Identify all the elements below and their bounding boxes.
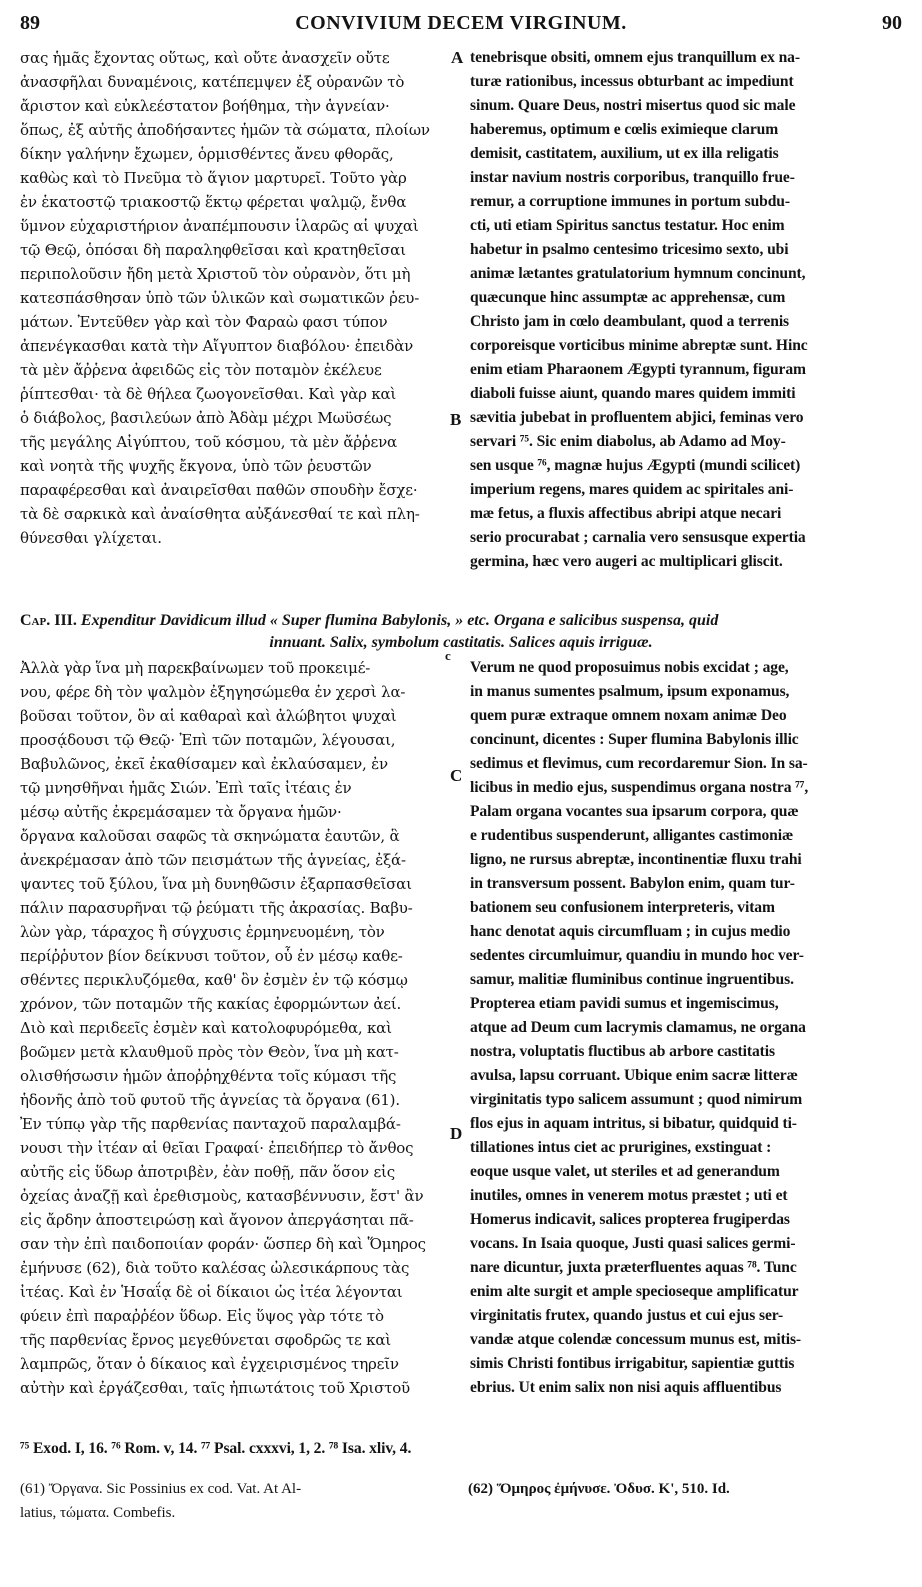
text-line: diaboli fuisse aiunt, quando mares quidem immiti	[470, 385, 796, 402]
text-line: ἀνασφῆλαι δυναμένοις, κατέπεμψεν ἐξ οὐρανῶν τὸ	[20, 73, 405, 91]
text-line: τῆς παρθενίας ἔρνος μεγεθύνεται σφοδρῶς τε καὶ	[20, 1331, 391, 1349]
text-line: enim alte surgit et ample specioseque amplificatur	[470, 1283, 799, 1300]
text-line: in transversum possent. Babylon enim, quam tur-	[470, 875, 795, 892]
text-line: τὰ μὲν ἄῤῥενα ἀφειδῶς εἰς τὸν ποταμὸν ἐκέλευε	[20, 361, 382, 379]
text-line: ψαντες τοῦ ξύλου, ἵνα μὴ δυνηθῶσιν ἐξαρπασθεῖσαι	[20, 875, 412, 893]
text-line: ἰτέας. Καὶ ἐν Ἡσαΐᾳ δὲ οἱ δίκαιοι ὡς ἰτέα λέγονται	[20, 1283, 403, 1301]
text-line: avulsa, lapsu corruant. Ubique enim sacræ litteræ	[470, 1067, 798, 1084]
text-line: (61) Ὄργανα. Sic Possinius ex cod. Vat. At Al-	[20, 1481, 302, 1497]
text-line: quæcunque hinc assumptæ ac apprehensæ, cum	[470, 289, 786, 306]
chapter-label: Cap. III.	[20, 612, 77, 629]
text-line: concinunt, dicentes : Super flumina Babylonis illic	[470, 731, 799, 748]
text-line: imperium regens, mares quidem ac spiritales ani-	[470, 481, 794, 498]
chapter-summary-line-2: innuant. Salix, symbolum castitatis. Salices aquis irriguæ.	[269, 634, 653, 651]
text-line: sen usque ⁷⁶, magnæ hujus Ægypti (mundi scilicet)	[470, 457, 801, 474]
running-header	[20, 12, 902, 42]
text-line: εἰς ἄρδην ἀποστειρώσῃ καὶ ἄγονον ἀπεργάσηται πᾶ-	[20, 1211, 414, 1229]
text-line: flos ejus in aquam intritus, si bibatur, quidquid ti-	[470, 1115, 797, 1132]
greek-column-top	[20, 46, 450, 574]
text-line: samur, malitiæ fluminibus continue ingruentibus.	[470, 971, 794, 988]
chapter-summary-line-1: Expenditur Davidicum illud « Super flumina Babylonis, » etc. Organa e salicibus suspensa, quid	[80, 612, 719, 629]
text-line: ῥίπτεσθαι· τὰ δὲ θήλεα ζωογονεῖσθαι. Καὶ γὰρ καὶ	[20, 385, 397, 403]
text-line: τῆς μεγάλης Αἰγύπτου, τοῦ κόσμου, τὰ μὲν ἄῤῥενα	[20, 433, 397, 451]
text-line: Βαβυλῶνος, ἐκεῖ ἐκαθίσαμεν καὶ ἐκλαύσαμεν, ἐν	[20, 755, 388, 773]
footnote-right	[468, 1477, 908, 1501]
text-line: σθέντες περικλυζόμεθα, καθ' ὃν ἐσμὲν ἐν τῷ κόσμῳ	[20, 971, 408, 989]
margin-letter-b: B	[450, 410, 462, 429]
text-line: προσᾴδουσι τῷ Θεῷ· Ἐπὶ τῶν ποταμῶν, λέγουσαι,	[20, 731, 396, 749]
text-line: σας ἡμᾶς ἔχοντας οὕτως, καὶ οὔτε ἀνασχεῖν οὔτε	[20, 49, 390, 67]
latin-column-bottom	[470, 656, 910, 1400]
text-line: Propterea etiam pavidi sumus et ingemiscimus,	[470, 995, 779, 1012]
text-line: φύειν ἐπὶ παραῤῥέον ὕδωρ. Εἰς ὕψος γὰρ τότε τὸ	[20, 1307, 384, 1325]
text-line: ἄριστον καὶ εὐκλεέστατον βοήθημα, τὴν ἁγνείαν·	[20, 97, 390, 115]
text-line: germina, hæc vero augeri ac multiplicari gliscit.	[470, 553, 783, 570]
text-line: κατεσπάσθησαν ὑπὸ τῶν ὑλικῶν καὶ σωματικῶν ῥευ-	[20, 289, 420, 307]
page-number-left: 89	[20, 12, 40, 34]
text-line: δίκην γαλήνην ἔχωμεν, ὁρμισθέντες ἄνευ φθορᾶς,	[20, 145, 394, 163]
text-line: βοῶμεν μετὰ κλαυθμοῦ πρὸς τὸν Θεὸν, ἵνα μὴ κατ-	[20, 1043, 399, 1061]
text-line: βοῦσαι τοῦτον, ὃν αἱ καθαραὶ καὶ ἀλώβητοι ψυχαὶ	[20, 707, 397, 725]
text-line: Christo jam in cœlo deambulant, quod a terrenis	[470, 313, 790, 330]
text-line: αὐτὴν καὶ ἐργάζεσθαι, ταῖς ἠπιωτάτοις τοῦ Χριστοῦ	[20, 1379, 410, 1397]
margin-letter-a: A	[451, 48, 464, 67]
chapter-heading	[20, 610, 902, 654]
text-line: inutiles, omnes in venerem motus præstet ; uti et	[470, 1187, 788, 1204]
scripture-references	[20, 1437, 902, 1461]
text-line: corporeisque vorticibus minime abreptæ sunt. Hinc	[470, 337, 808, 354]
text-line: in manus sumentes psalmum, ipsum exponamus,	[470, 683, 790, 700]
text-line: latius, τώματα. Combefis.	[20, 1505, 176, 1521]
text-line: σαν τὴν ἐπὶ παιδοποιίαν φοράν· ὥσπερ δὴ καὶ Ὅμηρος	[20, 1235, 426, 1253]
text-line: atque ad Deum cum lacrymis clamamus, ne organa	[470, 1019, 806, 1036]
text-line: enim etiam Pharaonem Ægypti tyrannum, figuram	[470, 361, 806, 378]
text-line: Verum ne quod proposuimus nobis excidat ; age,	[470, 659, 789, 676]
text-line: tillationes intus ciet ac prurigines, exstinguat :	[470, 1139, 772, 1156]
text-line: ὕμνον εὐχαριστήριον ἀναπέμπουσιν ἱλαρῶς αἱ ψυχαὶ	[20, 217, 419, 235]
text-line: τὰ δὲ σαρκικὰ καὶ ἀναίσθητα αὐξάνεσθαί τε καὶ πλη-	[20, 505, 420, 523]
running-title: CONVIVIUM DECEM VIRGINUM.	[295, 12, 627, 34]
text-line: virginitatis typo salicem assumunt ; quod nimirum	[470, 1091, 803, 1108]
text-line: (62) Ὅμηρος ἐμήνυσε. Ὀδυσ. Κ', 510. Id.	[468, 1481, 730, 1497]
text-line: μάτων. Ἐντεῦθεν γὰρ καὶ τὸν Φαραὼ φασι τύπον	[20, 313, 388, 331]
text-line: καθὼς καὶ τὸ Πνεῦμα τὸ ἅγιον μαρτυρεῖ. Τοῦτο γὰρ	[20, 169, 407, 187]
text-line: nostra, voluptatis fluctibus ab arbore castitatis	[470, 1043, 775, 1060]
text-line: ἀπενέγκασθαι κατὰ τὴν Αἴγυπτον διαβόλου· ἐπειδὰν	[20, 337, 414, 355]
page-number-right: 90	[882, 12, 902, 34]
text-line: περίῤῥυτον βίον δείκνυσι τοῦτον, οὗ ἐν μέσῳ καθε-	[20, 947, 403, 965]
text-line: turæ rationibus, incessus obturbant ac impediunt	[470, 73, 794, 90]
latin-column-top	[470, 46, 910, 574]
text-line: πάλιν παρασυρῆναι τῷ ῥεύματι τῆς ἀκρασίας. Βαβυ-	[20, 899, 413, 917]
margin-letter-c: C	[450, 766, 463, 785]
text-line: licibus in medio ejus, suspendimus organa nostra ⁷⁷,	[470, 779, 809, 796]
text-line: λαμπρῶς, ὅταν ὁ δίκαιος καὶ ἐγχειρισμένος τηρεῖν	[20, 1355, 399, 1373]
text-line: sinum. Quare Deus, nostri misertus quod sic male	[470, 97, 796, 114]
text-line: ligno, ne rursus abreptæ, incontinentiæ fluxu trahi	[470, 851, 802, 868]
margin-letter-d: D	[450, 1124, 463, 1143]
text-line: μέσῳ αὐτῆς ἐκρεμάσαμεν τὰ ὄργανα ἡμῶν·	[20, 803, 342, 821]
text-line: ἐν ἑκατοστῷ τριακοστῷ ἕκτῳ φέρεται ψαλμῷ, ἔνθα	[20, 193, 407, 211]
text-line: vocans. In Isaia quoque, Justi quasi salices germi-	[470, 1235, 796, 1252]
text-line: e rudentibus suspenderunt, alligantes castimoniæ	[470, 827, 794, 844]
text-line: καὶ νοητὰ τῆς ψυχῆς ἔκγονα, ὑπὸ τῶν ῥευστῶν	[20, 457, 372, 475]
text-line: habetur in psalmo centesimo tricesimo sexto, ubi	[470, 241, 789, 258]
text-line: demisit, castitatem, auxilium, ut ex illa religatis	[470, 145, 779, 162]
text-line: sævitia jubebat in profluentem abjici, feminas vero	[470, 409, 804, 426]
text-line: virginitatis frutex, quando justus et cui ejus ser-	[470, 1307, 784, 1324]
text-line: simis Christi fontibus irrigabitur, sapientiæ guttis	[470, 1355, 795, 1372]
text-line: Διὸ καὶ περιδεεῖς ἐσμὲν καὶ κατολοφυρόμεθα, καὶ	[20, 1019, 392, 1037]
text-line: ἐμήνυσε (62), διὰ τοῦτο καλέσας ὠλεσικάρπους τὰς	[20, 1259, 410, 1277]
text-line: remur, a corruptione immunes in portum subdu-	[470, 193, 790, 210]
footnote-left	[20, 1477, 460, 1525]
text-line: bationem seu confusionem interpreteris, vitam	[470, 899, 775, 916]
text-line: παραφέρεσθαι καὶ ἀναιρεῖσθαι παθῶν σπουδὴν ἔσχε·	[20, 481, 418, 499]
text-line: ὅπως, ἐξ αὐτῆς ἀποδήσαντες ἡμῶν τὰ σώματα, πλοίων	[20, 121, 430, 139]
text-line: haberemus, optimum e cœlis eximieque clarum	[470, 121, 779, 138]
text-line: τῷ Θεῷ, ὁπόσαι δὴ παραληφθεῖσαι καὶ κρατηθεῖσαι	[20, 241, 406, 259]
text-line: Ἐν τύπῳ γὰρ τῆς παρθενίας πανταχοῦ παραλαμβά-	[20, 1115, 401, 1133]
text-line: περιπολοῦσιν ἤδη μετὰ Χριστοῦ τὸν οὐρανὸν, ὅτι μὴ	[20, 265, 411, 283]
text-line: vandæ atque colendæ concessum munus est, mitis-	[470, 1331, 802, 1348]
text-line: ebrius. Ut enim salix non nisi aquis affluentibus	[470, 1379, 782, 1396]
text-line: sedentes circumluimur, quandiu in mundo hoc ver-	[470, 947, 804, 964]
text-line: ἡδονῆς ἀπὸ τοῦ φυτοῦ τῆς ἁγνείας τὰ ὄργανα (61).	[20, 1091, 400, 1109]
text-line: instar navium nostris corporibus, tranquillo frue-	[470, 169, 795, 186]
text-line: ολισθήσωσιν ἡμῶν ἀποῤῥηχθέντα τοῖς κύμασι τῆς	[20, 1067, 397, 1085]
text-line: θύνεσθαι γλίχεται.	[20, 529, 162, 547]
margin-letter-c-small: c	[445, 648, 451, 663]
text-line: ὄργανα καλοῦσαι σαφῶς τὰ σκηνώματα ἑαυτῶν, ἃ	[20, 827, 400, 845]
text-line: sedimus et flevimus, cum recordaremur Sion. In sa-	[470, 755, 808, 772]
text-line: χρόνον, τῶν ποταμῶν τῆς κακίας ἐφορμώντων ἀεί.	[20, 995, 402, 1013]
greek-column-bottom	[20, 656, 450, 1400]
text-line: Palam organa vocantes sua ipsarum corpora, quæ	[470, 803, 799, 820]
text-line: cti, uti etiam Spiritus sanctus testatur. Hoc enim	[470, 217, 785, 234]
text-line: serio procurabat ; carnalia vero sensusque expertia	[470, 529, 806, 546]
text-line: αὐτῆς εἰς ὕδωρ ἀποτριβὲν, ἐὰν ποθῇ, πᾶν ὅσον εἰς	[20, 1163, 395, 1181]
text-line: Homerus indicavit, salices propterea frugiperdas	[470, 1211, 790, 1228]
scripture-references-line: ⁷⁵ Exod. I, 16. ⁷⁶ Rom. v, 14. ⁷⁷ Psal. cxxxvi, 1, 2. ⁷⁸ Isa. xliv, 4.	[20, 1440, 412, 1457]
text-line: quem puræ extraque omnem noxam animæ Deo	[470, 707, 787, 724]
text-line: servari ⁷⁵. Sic enim diabolus, ab Adamo ad Moy-	[470, 433, 786, 450]
text-line: nare dicuntur, juxta præterfluentes aquas ⁷⁸. Tunc	[470, 1259, 797, 1276]
text-line: ὀχείας ἀναζῇ καὶ ἐρεθισμοὺς, κατασβέννυσιν, ἔστ' ἂν	[20, 1187, 424, 1205]
text-line: ἀνεκρέμασαν ἀπὸ τῶν πεισμάτων τῆς ἁγνείας, ἐξά-	[20, 851, 406, 869]
text-line: animæ lætantes gratulatorium hymnum concinunt,	[470, 265, 806, 282]
text-line: tenebrisque obsiti, omnem ejus tranquillum ex na-	[470, 49, 800, 66]
text-line: τῷ μνησθῆναι ἡμᾶς Σιών. Ἐπὶ ταῖς ἰτέαις ἐν	[20, 779, 352, 797]
text-line: νου, φέρε δὴ τὸν ψαλμὸν ἐξηγησώμεθα ἐν χερσὶ λα-	[20, 683, 406, 701]
text-line: hanc denotat aquis circumfluam ; in cujus medio	[470, 923, 791, 940]
text-line: eoque usque valet, ut steriles et ad generandum	[470, 1163, 780, 1180]
text-line: Ἀλλὰ γὰρ ἵνα μὴ παρεκβαίνωμεν τοῦ προκειμέ-	[20, 659, 371, 677]
text-line: νουσι τὴν ἰτέαν αἱ θεῖαι Γραφαί· ἐπειδήπερ τὸ ἄνθος	[20, 1139, 414, 1157]
text-line: mæ fetus, a fluxis affectibus abripi atque necari	[470, 505, 782, 522]
text-line: λὼν γὰρ, τάραχος ἢ σύγχυσις ἑρμηνευομένη, τὸν	[20, 923, 385, 941]
text-line: ὁ διάβολος, βασιλεύων ἀπὸ Ἀδὰμ μέχρι Μωϋσέως	[20, 409, 392, 427]
